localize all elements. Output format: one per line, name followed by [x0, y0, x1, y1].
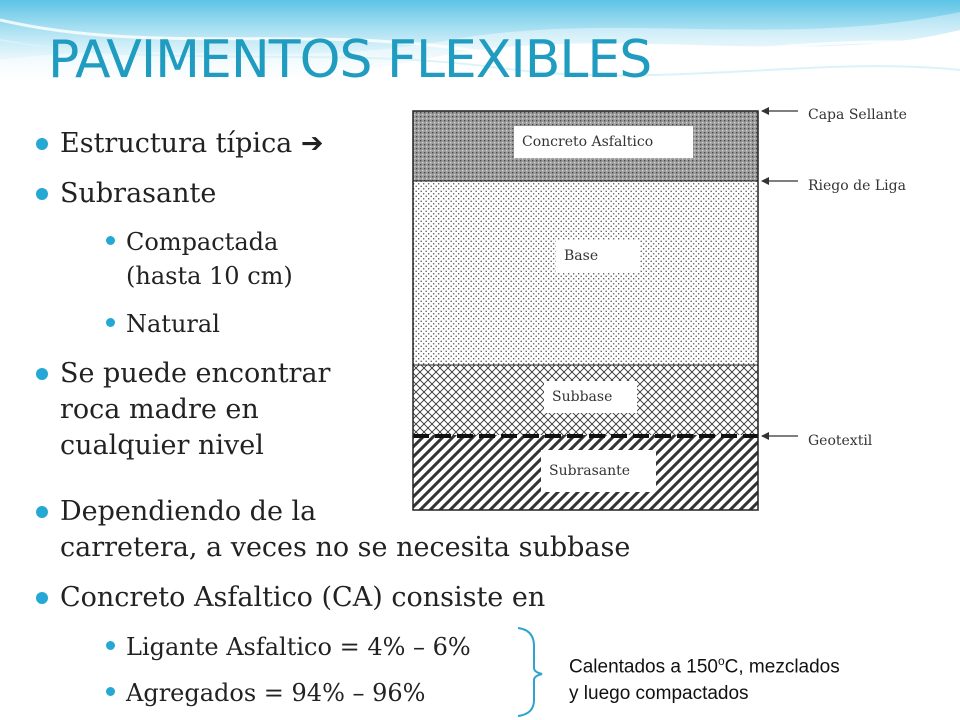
layer-label-subbase: Subbase: [544, 381, 637, 413]
page-title: PAVIMENTOS FLEXIBLES: [48, 30, 652, 90]
sub-bullet-agregados: Agregados = 94% – 96%: [126, 676, 425, 710]
layer-base: [413, 181, 758, 365]
bullet-roca-madre: Se puede encontrar roca madre en cualquier nivel: [60, 356, 330, 464]
sub-bullet-natural: Natural: [126, 307, 220, 341]
bullet-estructura: Estructura típica ➔: [60, 126, 324, 162]
layer-label-concreto-asfaltico: Concreto Asfaltico: [514, 126, 693, 158]
sub-bullet-compactada: Compactada (hasta 10 cm): [126, 225, 293, 293]
label-geotextil: Geotextil: [800, 421, 940, 461]
bullet-dependiendo: Dependiendo de la carretera, a veces no se necesita subbase: [60, 494, 630, 566]
label-riego-de-liga: Riego de Liga: [800, 168, 940, 204]
bullet-concreto-asfaltico: Concreto Asfaltico (CA) consiste en: [60, 580, 545, 616]
note-calentados: Calentados a 150$^o$C, mezclados y luego compactados: [569, 654, 840, 705]
layer-label-subrasante: Subrasante: [541, 450, 656, 492]
layer-label-base: Base: [556, 240, 640, 272]
label-capa-sellante: Capa Sellante: [800, 97, 940, 133]
right-brace: [518, 628, 542, 716]
sub-bullet-ligante: Ligante Asfaltico = 4% – 6%: [126, 630, 471, 664]
bullet-subrasante: Subrasante: [60, 176, 216, 212]
